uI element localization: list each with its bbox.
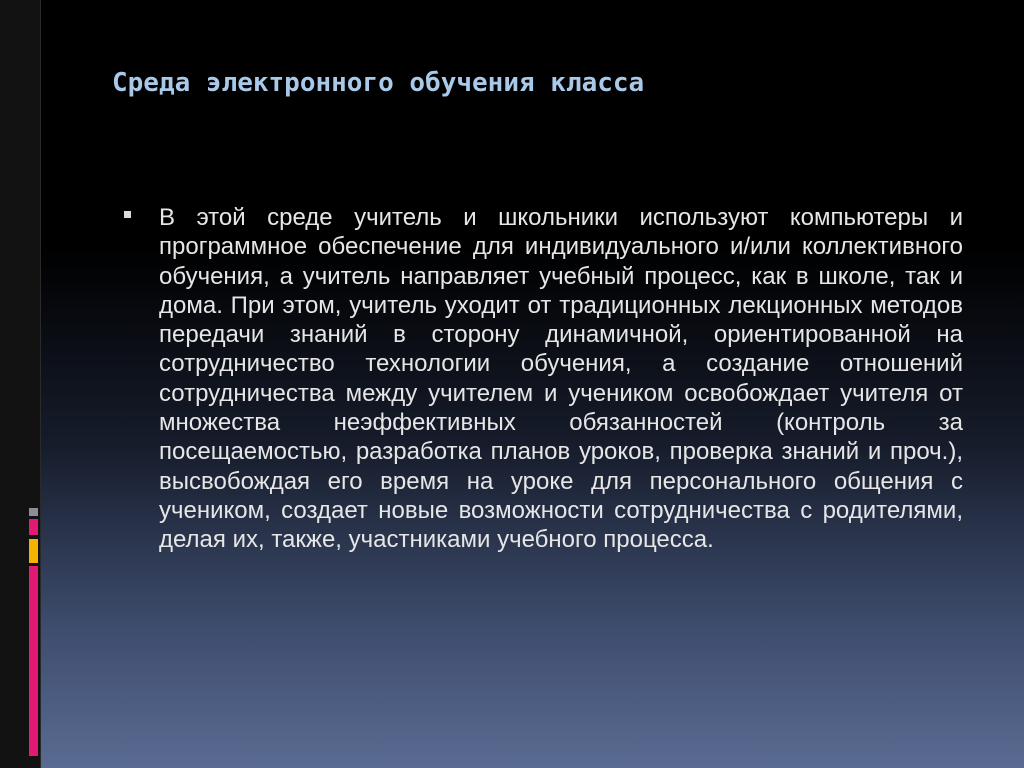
square-bullet-icon [124,211,131,218]
accent-bar-pink-long [29,566,38,756]
slide-title: Среда электронного обучения класса [112,68,645,98]
side-strip [0,0,40,768]
side-strip-edge [40,0,41,768]
accent-bar-gray [29,508,38,516]
bullet-text: В этой среде учитель и школьники используют компьютеры и программное обеспечение для индивидуального и/или коллективного обучения, а учитель направляет учебный процесс, как в школе, так и дома. При этом, учитель уходит от традиционных лекционных методов передачи знаний в сторону динамичной, ориентированной на сотрудничество технологии обучения, а создание отношений сотрудничества между учителем и учеником освобождает учителя от множества неэффективных обязанностей (контроль за посещаемостью, разработка планов уроков, проверка знаний и проч.), высвобождая его время на уроке для персонального общения с учеником, создает новые возможности сотрудничества с родителями, делая их, также, участниками учебного процесса. [159,204,963,554]
accent-bar-pink-short [29,519,38,535]
accent-bar-gold [29,539,38,563]
